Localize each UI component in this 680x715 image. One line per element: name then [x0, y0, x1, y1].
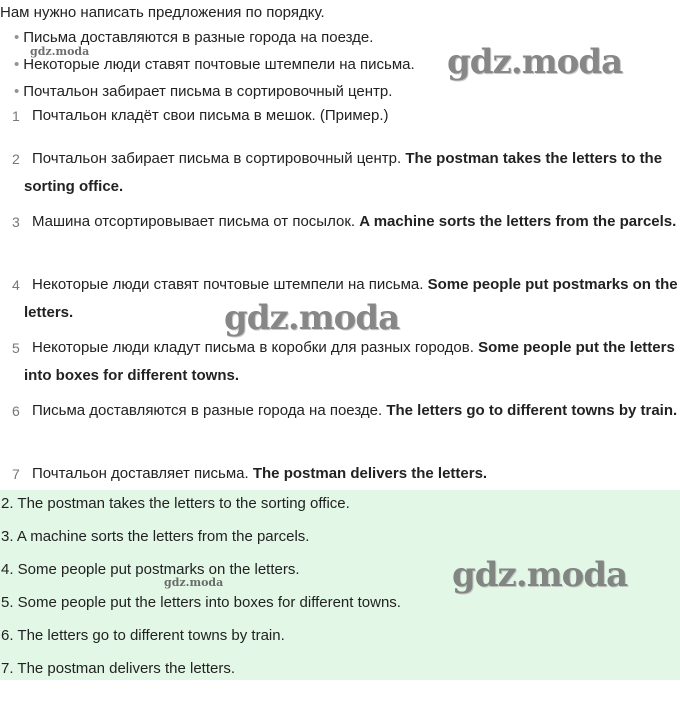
- bullet-dot-icon: •: [14, 29, 20, 46]
- step-item: [12, 102, 680, 130]
- step-item: [12, 460, 680, 488]
- answer-line: 6. The letters go to different towns by train.: [1, 627, 285, 644]
- step-russian-text: Почтальон доставляет письма.: [32, 465, 249, 482]
- step-english-text: Some people put the letters into boxes for different towns.: [24, 339, 675, 384]
- step-item: [12, 334, 680, 390]
- bullet-item: [14, 56, 415, 73]
- answer-line: 4. Some people put postmarks on the letters.: [1, 561, 300, 578]
- step-number: 5: [12, 340, 20, 356]
- bullet-text: Письма доставляются в разные города на поезде.: [23, 29, 374, 46]
- step-number: 6: [12, 403, 20, 419]
- step-number: 7: [12, 466, 20, 482]
- bullet-text: Почтальон забирает письма в сортировочный центр.: [23, 83, 393, 100]
- step-russian-text: Почтальон кладёт свои письма в мешок. (Пример.): [32, 107, 389, 124]
- step-english-text: A machine sorts the letters from the parcels.: [359, 213, 677, 230]
- watermark-logo: gdz.moda: [224, 298, 400, 338]
- step-english-text: The postman takes the letters to the sorting office.: [24, 150, 663, 195]
- answer-line: 7. The postman delivers the letters.: [1, 660, 236, 677]
- step-item: [12, 397, 680, 425]
- bullet-item: [14, 83, 392, 100]
- answer-line: 2. The postman takes the letters to the sorting office.: [1, 495, 350, 512]
- bullet-item: [14, 29, 373, 46]
- answer-line: 3. A machine sorts the letters from the parcels.: [1, 528, 310, 545]
- step-russian-text: Машина отсортировывает письма от посылок.: [32, 213, 356, 230]
- intro-text: Нам нужно написать предложения по порядку.: [0, 4, 325, 21]
- watermark-logo: gdz.moda: [447, 42, 623, 82]
- watermark-logo-small: gdz.moda: [30, 45, 90, 58]
- step-english-text: The letters go to different towns by train.: [386, 402, 678, 419]
- watermark-logo-small: gdz.moda: [164, 576, 224, 589]
- step-item: [12, 208, 680, 236]
- watermark-logo: gdz.moda: [452, 555, 628, 595]
- step-number: 3: [12, 214, 20, 230]
- bullet-dot-icon: •: [14, 56, 20, 73]
- bullet-dot-icon: •: [14, 83, 20, 100]
- step-number: 4: [12, 277, 20, 293]
- step-english-text: The postman delivers the letters.: [252, 465, 488, 482]
- step-number: 1: [12, 108, 20, 124]
- step-russian-text: Почтальон забирает письма в сортировочный центр.: [32, 150, 402, 167]
- bullet-text: Некоторые люди ставят почтовые штемпели на письма.: [23, 56, 415, 73]
- step-item: [12, 145, 680, 201]
- step-russian-text: Письма доставляются в разные города на поезде.: [32, 402, 383, 419]
- step-english-text: Some people put postmarks on the letters.: [24, 276, 678, 321]
- step-number: 2: [12, 151, 20, 167]
- step-russian-text: Некоторые люди ставят почтовые штемпели на письма.: [32, 276, 424, 293]
- answer-line: 5. Some people put the letters into boxes for different towns.: [1, 594, 401, 611]
- step-russian-text: Некоторые люди кладут письма в коробки для разных городов.: [32, 339, 474, 356]
